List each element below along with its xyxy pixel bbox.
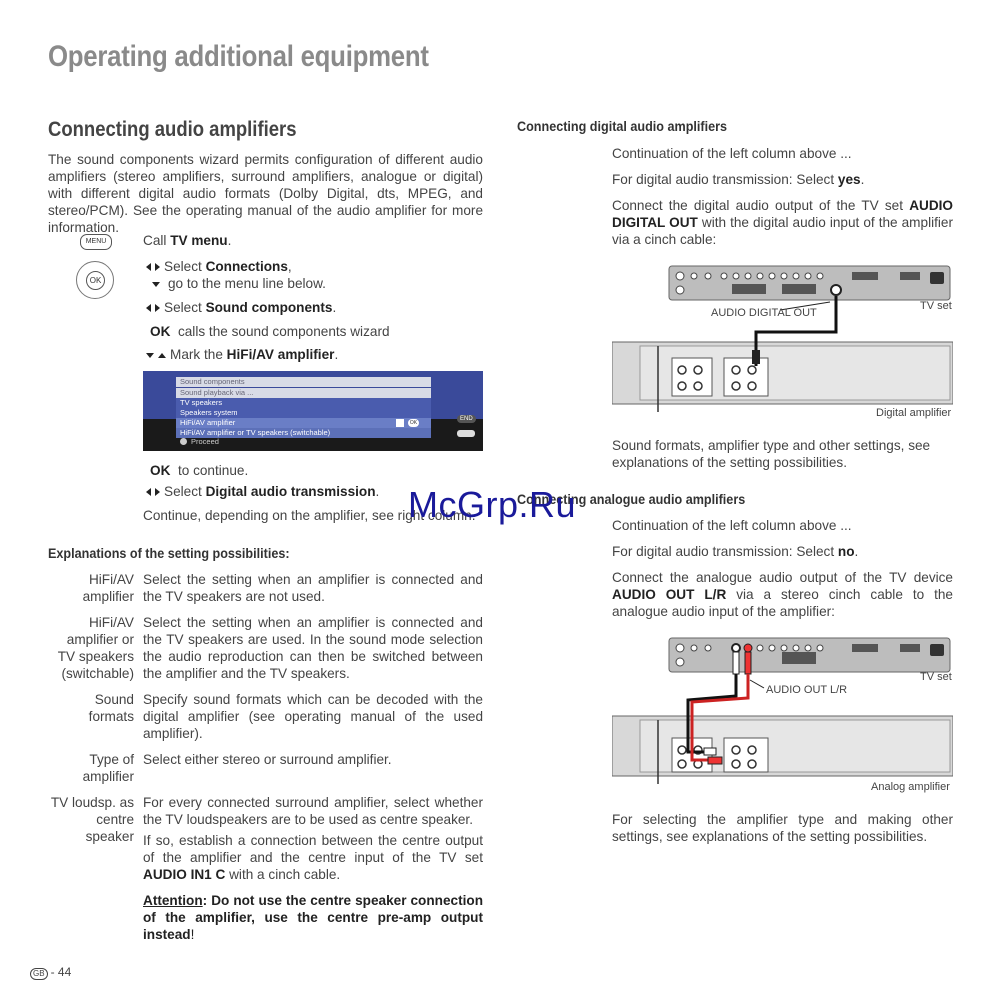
step-select-connections: Select Connections, [146,258,292,275]
analogue-select-no: For digital audio transmission: Select no. [612,544,859,559]
explanation-text: Select the setting when an amplifier is connected and the TV speakers are not used. [143,572,483,604]
ok-navigation-ring-icon [76,261,114,299]
digital-connect-text: Connect the digital audio output of the TV set AUDIO DIGITAL OUT with the digital audio input of the amplifier via a cinch cable: [612,198,953,247]
digital-select-yes: For digital audio transmission: Select yes. [612,172,865,187]
analogue-settings-note: For selecting the amplifier type and making other settings, see explanations of the setting possibilities. [612,812,953,844]
up-arrow-icon [158,353,166,358]
step-select-digital-audio: Select Digital audio transmission. [146,483,379,500]
menu-item: Speakers system [176,408,431,418]
end-tag: END [457,415,476,423]
explanation-label: HiFi/AV amplifier [82,572,134,604]
explanation-label: HiFi/AV amplifier or TV speakers (switchable) [57,615,134,681]
menu-item: HiFi/AV amplifier or TV speakers (switchable) [176,428,431,438]
explanation-label: TV loudsp. as centre speaker [50,795,134,844]
fig1-tv-label: TV set [920,300,952,312]
step-continue: Continue, depending on the amplifier, see right column. [143,508,476,523]
fig1-amp-label: Digital amplifier [876,407,952,419]
digital-settings-note: Sound formats, amplifier type and other settings, see explanations of the setting possibilities. [612,438,931,470]
step-select-sound-components: Select Sound components. [146,299,336,316]
explanations-heading: Explanations of the setting possibilities: [48,545,290,561]
analogue-continuation: Continuation of the left column above ... [612,518,852,533]
right-arrow-icon [155,304,160,312]
explanation-text: Specify sound formats which can be decoded with the digital amplifier (see operating manual of the used amplifier). [143,692,483,741]
page-number: GB - 44 [30,965,71,980]
watermark: McGrp.Ru [408,484,577,525]
down-arrow-icon [152,282,160,287]
tv-back-panel [669,266,950,300]
attention-note: Attention: Do not use the centre speaker connection of the amplifier, use the centre pre-amp output instead! [143,893,483,942]
centre-connection-text: If so, establish a connection between the centre output of the amplifier and the centre input of the TV set AUDIO IN1 C with a cinch cable. [143,833,483,882]
checkbox-icon [396,419,404,427]
analogue-connection-diagram [612,634,953,794]
menu-item: TV speakers [176,398,431,408]
explanation-label: Sound formats [88,692,134,724]
down-arrow-icon [146,353,154,358]
menu-item: Sound components [176,377,431,387]
explanation-text: Select the setting when an amplifier is connected and the TV speakers are used. In the sound mode selection the audio reproduction can then be switched between the amplifier and the TV speakers. [143,615,483,681]
menu-item-selected: HiFi/AV amplifier [176,418,431,428]
tv-menu-screenshot [143,371,483,451]
step-ok-calls-wizard: OK calls the sound components wizard [150,324,390,339]
back-button-icon [457,430,475,437]
fig2-amp-label: Analog amplifier [871,781,950,793]
audio-out-l-port [732,644,740,652]
ok-key-center: OK [86,271,105,290]
menu-item: Sound playback via ... [176,388,431,398]
explanation-label: Type of amplifier [82,752,134,784]
step-go-menu-line: go to the menu line below. [152,275,326,292]
digital-heading: Connecting digital audio amplifiers [517,118,728,134]
explanation-text: For every connected surround amplifier, select whether the TV loudspeakers are to be used as centre speaker. [143,795,483,827]
left-arrow-icon [146,488,151,496]
audio-out-r-port [744,644,752,652]
analogue-heading: Connecting analogue audio amplifiers [517,491,746,507]
digital-continuation: Continuation of the left column above ... [612,146,852,161]
country-badge-icon: GB [30,968,48,980]
step-call-tv-menu: Call TV menu. [143,233,232,248]
digital-connection-diagram [612,262,953,422]
section-heading-audio-amplifiers: Connecting audio amplifiers [48,118,297,141]
proceed-label: Proceed [191,437,219,446]
step-mark-hifi: Mark the HiFi/AV amplifier. [146,346,338,363]
fig2-port-label: AUDIO OUT L/R [766,684,848,696]
menu-key-label: MENU [85,238,107,245]
analogue-connect-text: Connect the analogue audio output of the TV device AUDIO OUT L/R via a stereo cinch cable to the analogue audio input of the amplifier: [612,570,953,619]
fig1-port-label: AUDIO DIGITAL OUT [711,307,817,319]
left-arrow-icon [146,304,151,312]
left-arrow-icon [146,263,151,271]
menu-key-icon [80,234,112,250]
ok-bullet-icon [180,438,187,445]
intro-paragraph: The sound components wizard permits configuration of different audio amplifiers (stereo amplifiers, surround amplifiers, analogue or digital) with different digital audio formats (Dolby Digital, dts, MPEG, and stereo/PCM). See the operating manual of the audio amplifier for more information. [48,152,483,235]
explanation-text: Select either stereo or surround amplifier. [143,752,392,767]
right-arrow-icon [155,488,160,496]
right-arrow-icon [155,263,160,271]
ok-tag: OK [409,420,418,426]
page-title: Operating additional equipment [48,40,429,73]
fig2-tv-label: TV set [920,671,952,683]
step-ok-continue: OK to continue. [150,463,249,478]
digital-out-port [831,285,841,295]
